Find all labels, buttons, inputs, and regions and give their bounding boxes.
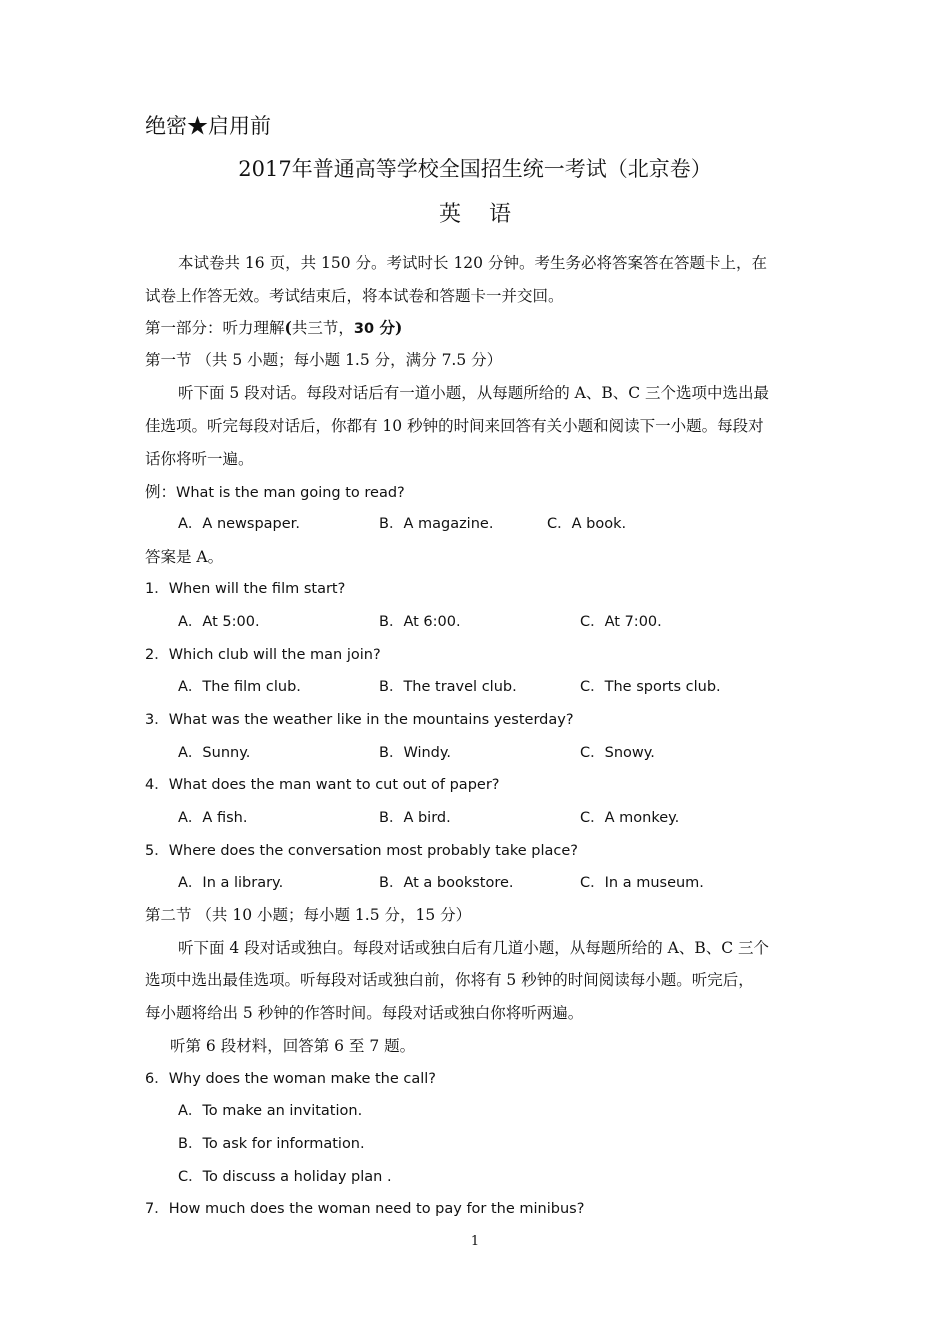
question-5-option-c: C．In a museum.	[580, 875, 704, 891]
question-5-option-a: A．In a library.	[178, 875, 284, 891]
section1-intro-2: 佳选项。听完每段对话后，你都有 10 秒钟的时间来回答有关小题和阅读下一小题。每段对	[145, 417, 764, 435]
question-2-option-a: A．The film club.	[178, 679, 301, 695]
example-option-a: A．A newspaper.	[178, 516, 300, 532]
question-2-option-b: B．The travel club.	[379, 679, 517, 695]
question-4-option-a: A．A fish.	[178, 810, 248, 826]
section2-intro-3: 每小题将给出 5 秒钟的作答时间。每段对话或独白你将听两遍。	[145, 1004, 584, 1022]
question-1: 1．When will the film start?	[145, 581, 346, 597]
question-6-option-c: C．To discuss a holiday plan .	[178, 1169, 392, 1185]
secret-mark: 绝密★启用前	[145, 114, 271, 138]
example-label: 例：	[145, 483, 177, 501]
subject-title: 英语	[438, 202, 539, 227]
question-1-option-c: C．At 7:00.	[580, 614, 662, 630]
section2-intro-2: 选项中选出最佳选项。听每段对话或独白前，你将有 5 秒钟的时间阅读每小题。听完后，	[145, 971, 754, 989]
question-3: 3．What was the weather like in the mountains yesterday?	[145, 712, 574, 728]
example-question	[145, 480, 405, 505]
question-1-option-b: B．At 6:00.	[379, 614, 461, 630]
exam-title: 2017年普通高等学校全国招生统一考试（北京卷）	[238, 157, 712, 181]
example-option-c: C．A book.	[547, 516, 627, 532]
question-6-option-a: A．To make an invitation.	[178, 1103, 363, 1119]
part1-heading-prefix: 第一部分：听力理解	[145, 319, 285, 337]
instructions-line-1: 本试卷共 16 页，共 150 分。考试时长 120 分钟。考生务必将答案答在答题卡上，在	[178, 254, 767, 272]
section2-heading: 第二节 （共 10 小题；每小题 1.5 分，15 分）	[145, 906, 472, 924]
example-option-b: B．A magazine.	[379, 516, 494, 532]
part1-heading-paren: (	[284, 318, 292, 337]
question-2-option-c: C．The sports club.	[580, 679, 721, 695]
example-answer: 答案是 A。	[145, 548, 224, 566]
question-1-option-a: A．At 5:00.	[178, 614, 260, 630]
question-7: 7．How much does the woman need to pay for the minibus?	[145, 1201, 585, 1217]
question-5: 5．Where does the conversation most probably take place?	[145, 843, 578, 859]
question-4-option-b: B．A bird.	[379, 810, 451, 826]
part1-heading-suffix: 分)	[374, 318, 403, 337]
page-number: 1	[470, 1234, 480, 1249]
section2-material: 听第 6 段材料，回答第 6 至 7 题。	[170, 1037, 416, 1055]
question-4-option-c: C．A monkey.	[580, 810, 680, 826]
section1-heading: 第一节 （共 5 小题；每小题 1.5 分，满分 7.5 分）	[145, 351, 503, 369]
question-6-option-b: B．To ask for information.	[178, 1136, 365, 1152]
instructions-line-2: 试卷上作答无效。考试结束后，将本试卷和答题卡一并交回。	[145, 287, 564, 305]
example-question-text: What is the man going to read?	[176, 485, 405, 501]
question-3-option-b: B．Windy.	[379, 745, 452, 761]
section1-intro-1: 听下面 5 段对话。每段对话后有一道小题，从每题所给的 A、B、C 三个选项中选出最	[178, 384, 770, 402]
question-5-option-b: B．At a bookstore.	[379, 875, 514, 891]
question-3-option-c: C．Snowy.	[580, 745, 655, 761]
question-6: 6．Why does the woman make the call?	[145, 1071, 436, 1087]
question-4: 4．What does the man want to cut out of paper?	[145, 777, 500, 793]
section1-intro-3: 话你将听一遍。	[145, 450, 254, 468]
question-3-option-a: A．Sunny.	[178, 745, 251, 761]
question-2: 2．Which club will the man join?	[145, 647, 381, 663]
section2-intro-1: 听下面 4 段对话或独白。每段对话或独白后有几道小题，从每题所给的 A、B、C 三个	[178, 939, 770, 957]
part1-heading	[145, 316, 402, 341]
part1-heading-mid: 共三节，	[291, 319, 354, 337]
part1-heading-score: 30	[353, 321, 375, 337]
